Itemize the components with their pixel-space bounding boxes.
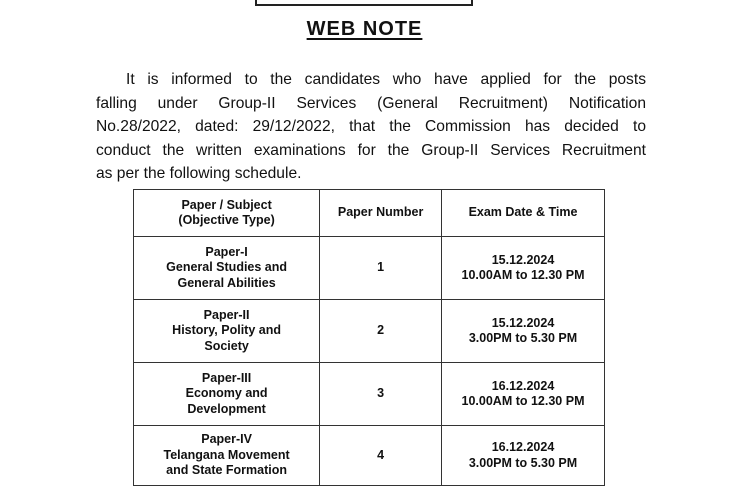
table-row [134, 300, 605, 363]
date-time-cell: 15.12.2024 10.00AM to 12.30 PM [442, 237, 605, 300]
subject-cell: Paper-I General Studies and General Abilities [134, 237, 320, 300]
date-time-cell: 15.12.2024 3.00PM to 5.30 PM [442, 300, 605, 363]
notice-paragraph [96, 68, 646, 186]
paragraph-line: falling under Group-II Services (General Recruitment) Notification [96, 94, 646, 112]
exam-schedule-table [133, 189, 605, 486]
top-border-rule [255, 0, 473, 6]
header-subject: Paper / Subject (Objective Type) [134, 190, 320, 237]
table-row [134, 426, 605, 486]
date-time-cell: 16.12.2024 3.00PM to 5.30 PM [442, 426, 605, 486]
table-header-row [134, 190, 605, 237]
table-row [134, 363, 605, 426]
subject-cell: Paper-IV Telangana Movement and State Formation [134, 426, 320, 486]
paper-number-cell: 4 [320, 426, 442, 486]
header-exam-date-time: Exam Date & Time [442, 190, 605, 237]
paper-number-cell: 3 [320, 363, 442, 426]
paragraph-line: as per the following schedule. [96, 165, 302, 182]
header-paper-number: Paper Number [320, 190, 442, 237]
paper-number-cell: 1 [320, 237, 442, 300]
paragraph-line: No.28/2022, dated: 29/12/2022, that the Commission has decided to [96, 118, 646, 135]
paragraph-line: It is informed to the candidates who have applied for the posts [126, 71, 646, 88]
date-time-cell: 16.12.2024 10.00AM to 12.30 PM [442, 363, 605, 426]
subject-cell: Paper-III Economy and Development [134, 363, 320, 426]
page-title: WEB NOTE [306, 18, 423, 40]
paragraph-line: conduct the written examinations for the Group-II Services Recruitment [96, 141, 646, 159]
table-row [134, 237, 605, 300]
paper-number-cell: 2 [320, 300, 442, 363]
subject-cell: Paper-II History, Polity and Society [134, 300, 320, 363]
